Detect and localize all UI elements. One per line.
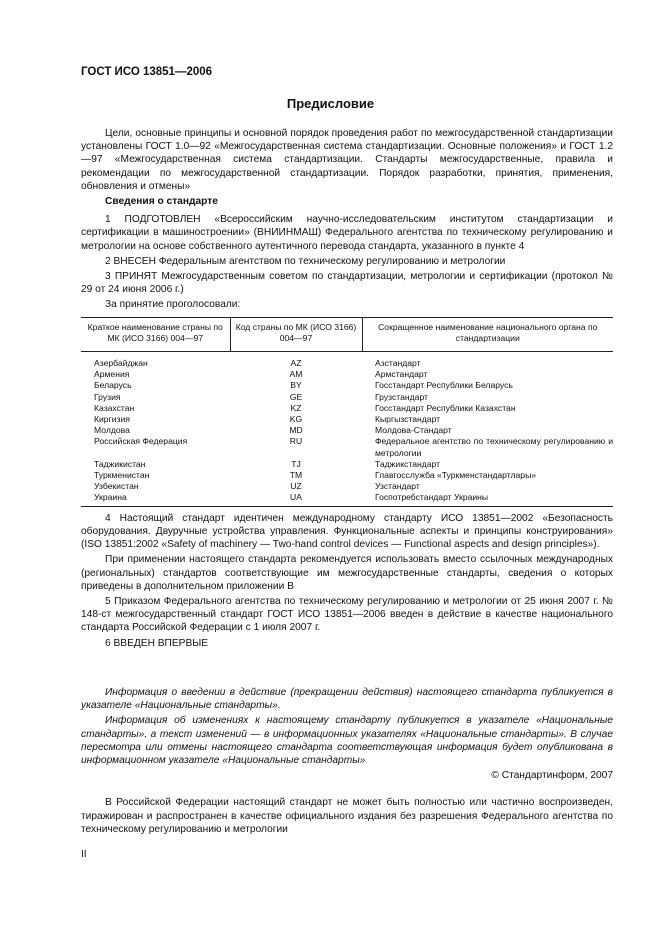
country-cell: Казахстан [94, 402, 135, 413]
table-row [81, 414, 613, 425]
code-cell: KZ [290, 402, 302, 413]
table-body [81, 352, 613, 507]
standards-body-cell: Федеральное агентство по техническому регулированию и метрологии [375, 436, 613, 458]
item-6-paragraph: 6 ВВЕДЕН ВПЕРВЫЕ [105, 637, 209, 649]
country-cell: Таджикистан [94, 458, 146, 469]
standards-body-cell: Главгосслужба «Туркменстандартлары» [375, 470, 537, 481]
standards-body-cell: Азстандарт [375, 358, 421, 369]
standards-body-cell: Госпотребстандарт Украины [362, 492, 613, 506]
code-cell: UZ [290, 481, 302, 492]
foreword-body [81, 127, 613, 650]
item-5-paragraph: 5 Приказом Федерального агентства по техническому регулированию и метрологии от 25 июня 2007 г. № 148-ст межгосударственный стандарт ГОСТ ИСО 13851—2006 введен в действие в качестве национального стандарта Российской Федерации с 1 июля 2007 г. [81, 595, 613, 634]
table-row [81, 352, 613, 370]
table-row [81, 425, 613, 436]
country-cell: Молдова [94, 425, 130, 436]
code-cell: AM [289, 369, 303, 380]
code-cell: GE [289, 391, 303, 402]
code-cell: MD [289, 425, 303, 436]
document-header: ГОСТ ИСО 13851—2006 [81, 66, 213, 78]
header-country: Краткое наименование страны по МК (ИСО 3166) 004—97 [81, 317, 230, 351]
item-3-paragraph: 3 ПРИНЯТ Межгосударственным советом по стандартизации, метрологии и сертификации (протокол № 29 от 24 июня 2006 г.) [81, 271, 613, 296]
country-cell: Российская Федерация [94, 436, 188, 447]
table-row [81, 492, 613, 506]
code-cell: BY [290, 380, 302, 391]
table-row [81, 459, 613, 470]
code-cell: TJ [291, 458, 301, 469]
code-cell: RU [289, 436, 303, 447]
country-cell: Узбекистан [94, 481, 139, 492]
country-cell: Азербайджан [94, 358, 148, 369]
standards-body-cell: Армстандарт [375, 369, 428, 380]
country-cell: Беларусь [94, 380, 132, 391]
code-cell: AZ [290, 358, 302, 369]
intro-paragraph: Цели, основные принципы и основной порядок проведения работ по межгосударственной стандартизации установлены ГОСТ 1.0—92 «Межгосударственная система стандартизации. Основные положения» и ГОСТ 1.2—97 «Межгосударственная система стандартизации. Стандарты межгосударственные, правила и рекомендации по межгосударственной стандартизации. Порядок разработки, принятия, применения, обновления и отмены» [81, 128, 613, 192]
info-paragraph-2: Информация об изменениях к настоящему стандарту публикуется в указателе «Национальные стандарты», а текст изменений — в информационных указателях «Национальные стандарты». В случае пересмотра или отмены настоящего стандарта соответствующая информация будет опубликована в информационном указателе «Национальные стандарты» [81, 715, 613, 767]
table-row [81, 436, 613, 458]
page-title: Предисловие [286, 96, 375, 111]
standards-body-cell: Госстандарт Республики Казахстан [375, 402, 516, 413]
standards-body-cell: Молдова-Стандарт [375, 425, 452, 436]
reproduction-notice: В Российской Федерации настоящий стандарт не может быть полностью или частично воспроизведен, тиражирован и распространен в качестве официального издания без разрешения Федерального агентства по техническому регулированию и метрологии [81, 797, 613, 835]
country-cell: Армения [94, 369, 130, 380]
copyright: © Стандартинформ, 2007 [491, 770, 613, 782]
table-row [81, 380, 613, 391]
voting-table [81, 317, 613, 507]
item-4-paragraph: 4 Настоящий стандарт идентичен международному стандарту ИСО 13851—2002 «Безопасность оборудования. Двуручные устройства управления. Функциональные аспекты и принципы конструирования» (ISO 13851:2002 «Safety of machinery — Two-hand control devices — Functional aspects and design principles»). [81, 512, 613, 551]
code-cell: KG [289, 414, 303, 425]
vote-caption: За принятие проголосовали: [105, 299, 241, 311]
country-cell: Туркменистан [94, 470, 150, 481]
table-header-row [81, 317, 613, 351]
country-cell: Грузия [94, 391, 121, 402]
table-row [81, 392, 613, 403]
standards-body-cell: Грузстандарт [375, 391, 428, 402]
table-row [81, 369, 613, 380]
standards-body-cell: Узстандарт [375, 481, 420, 492]
header-code: Код страны по МК (ИСО 3166) 004—97 [230, 317, 362, 351]
table-row [81, 470, 613, 481]
country-cell: Киргизия [94, 414, 130, 425]
item-2-paragraph: 2 ВНЕСЕН Федеральным агентством по техническому регулированию и метрологии [105, 255, 506, 267]
page-number: II [81, 849, 87, 860]
info-block [81, 686, 613, 836]
standards-body-cell: Госстандарт Республики Беларусь [375, 380, 513, 391]
header-body: Сокращенное наименование национального органа по стандартизации [362, 317, 613, 351]
code-cell: UA [230, 492, 362, 506]
info-paragraph-1: Информация о введении в действие (прекращении действия) настоящего стандарта публикуется в указателе «Национальные стандарты». [81, 687, 613, 712]
table-row [81, 403, 613, 414]
code-cell: TM [289, 470, 303, 481]
item-1-paragraph: 1 ПОДГОТОВЛЕН «Всероссийским научно-исследовательским институтом стандартизации и сертификации в машиностроении» (ВНИИНМАШ) Федерального агентства по техническому регулированию и метрологии на основе собственного аутентичного перевода стандарта, указанного в пункте 4 [81, 214, 613, 252]
table-row [81, 481, 613, 492]
standards-body-cell: Таджикстандарт [375, 458, 441, 469]
item-4-note-paragraph: При применении настоящего стандарта рекомендуется использовать вместо ссылочных международных (региональных) стандартов соответствующие им межгосударственные стандарты, сведения о которых приведены в дополнительном приложении В [81, 554, 613, 592]
standards-body-cell: Кыргызстандарт [375, 414, 441, 425]
country-cell: Украина [81, 492, 230, 506]
section-subheading: Сведения о стандарте [105, 196, 218, 208]
